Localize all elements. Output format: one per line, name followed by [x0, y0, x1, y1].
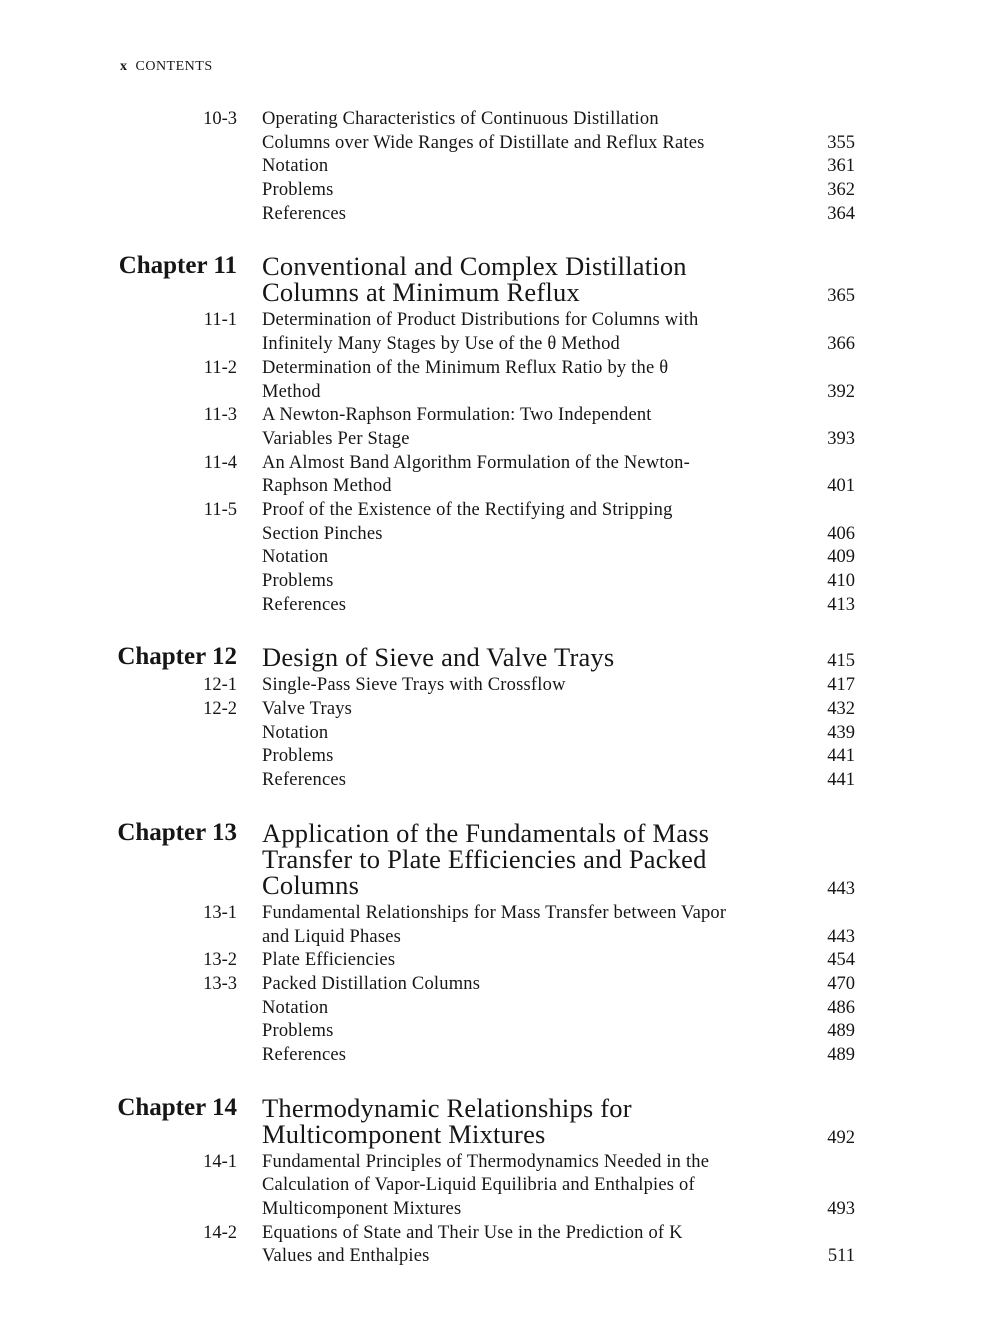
- section-number: 10-3: [203, 109, 237, 129]
- toc-entry-line: [0, 132, 1000, 156]
- section-title: Infinitely Many Stages by Use of the θ Method: [262, 334, 620, 355]
- toc-entry: [0, 594, 1000, 618]
- toc-entry: [0, 745, 1000, 769]
- page-number: 409: [827, 547, 855, 568]
- toc-entry-line: [0, 428, 1000, 452]
- chapter-title-line: [0, 817, 1000, 848]
- section-title: A Newton-Raphson Formulation: Two Independent: [262, 405, 652, 426]
- page-number: 364: [827, 203, 855, 224]
- section-number: 12-2: [203, 699, 237, 720]
- toc-entry: [0, 997, 1000, 1021]
- page-number: 361: [827, 156, 855, 177]
- toc-entry-line: [0, 997, 1000, 1021]
- section-title: Problems: [262, 180, 334, 201]
- chapter-title: Conventional and Complex Distillation: [262, 251, 687, 282]
- section-title: Raphson Method: [262, 476, 392, 497]
- section-number: 11-2: [203, 357, 237, 378]
- toc-entry: [0, 404, 1000, 451]
- toc-entry: [0, 108, 1000, 155]
- chapter-heading: [0, 251, 1000, 308]
- toc-entry: [0, 698, 1000, 722]
- toc-entry-line: [0, 203, 1000, 227]
- chapter-title: Columns: [262, 869, 360, 900]
- toc-entry-line: [0, 404, 1000, 428]
- toc-entry-line: [0, 155, 1000, 179]
- toc-entry: [0, 452, 1000, 499]
- page-number: 486: [827, 997, 855, 1018]
- chapter-label: Chapter 14: [117, 1093, 237, 1121]
- section-number: 11-4: [203, 452, 237, 473]
- toc-entry-line: [0, 179, 1000, 203]
- toc-block: [0, 108, 1000, 226]
- toc-entry: [0, 973, 1000, 997]
- section-title: Calculation of Vapor-Liquid Equilibria and Enthalpies of: [262, 1175, 695, 1196]
- section-number: 13-1: [203, 902, 237, 923]
- page-number: 493: [827, 1199, 855, 1219]
- chapter-title: Application of the Fundamentals of Mass: [262, 817, 710, 848]
- toc-entry: [0, 1020, 1000, 1044]
- toc-entry: [0, 499, 1000, 546]
- section-title: Notation: [262, 722, 329, 743]
- toc-entry-line: [0, 570, 1000, 594]
- toc-entry: [0, 546, 1000, 570]
- toc-entry-line: [0, 333, 1000, 357]
- toc-entry-line: [0, 722, 1000, 746]
- toc-entry-line: [0, 546, 1000, 570]
- section-number: 13-3: [203, 973, 237, 994]
- section-number: 14-2: [203, 1222, 237, 1243]
- toc-entry-line: [0, 475, 1000, 499]
- toc-entry-line: [0, 1174, 1000, 1198]
- toc-entry-line: [0, 926, 1000, 950]
- chapter-label: Chapter 12: [117, 643, 237, 671]
- toc-entry-line: [0, 523, 1000, 547]
- chapter-heading: [0, 642, 1000, 673]
- chapter-heading: [0, 1092, 1000, 1149]
- chapter-title: Thermodynamic Relationships for: [262, 1092, 632, 1123]
- toc-entry-line: [0, 745, 1000, 769]
- page-number: 362: [827, 180, 855, 201]
- chapter-title-line: [0, 843, 1000, 874]
- page-number: 489: [827, 1021, 855, 1042]
- section-title: Plate Efficiencies: [262, 950, 396, 971]
- toc-entry-line: [0, 674, 1000, 698]
- chapter-title-line: [0, 277, 1000, 308]
- page-number: 443: [827, 926, 855, 947]
- section-title: Single-Pass Sieve Trays with Crossflow: [262, 675, 566, 696]
- toc-entry: [0, 1151, 1000, 1222]
- toc-entry: [0, 309, 1000, 356]
- toc-entry-line: [0, 499, 1000, 523]
- toc-entry: [0, 769, 1000, 793]
- toc-block: [0, 1092, 1000, 1269]
- chapter-page-number: 443: [827, 878, 855, 899]
- toc-entry-line: [0, 902, 1000, 926]
- page-number: 432: [827, 699, 855, 720]
- chapter-label: Chapter 11: [118, 252, 237, 280]
- chapter-label: Chapter 13: [117, 818, 237, 846]
- page-number: 393: [827, 428, 855, 449]
- section-title: Multicomponent Mixtures: [262, 1199, 462, 1219]
- page-number: 441: [827, 770, 855, 791]
- section-title: References: [262, 594, 347, 615]
- section-title: Equations of State and Their Use in the Prediction of K: [262, 1222, 683, 1243]
- toc-entry: [0, 902, 1000, 949]
- chapter-title-line: [0, 642, 1000, 673]
- toc-block: [0, 817, 1000, 1068]
- toc-block: [0, 253, 1000, 617]
- chapter-page-number: 365: [827, 286, 855, 307]
- section-title: Notation: [262, 997, 329, 1018]
- chapter-heading: [0, 817, 1000, 900]
- toc-entry-line: [0, 381, 1000, 405]
- page-number: 392: [827, 381, 855, 402]
- chapter-title: Multicomponent Mixtures: [262, 1118, 546, 1149]
- toc-block: [0, 644, 1000, 792]
- chapter-title-line: [0, 251, 1000, 282]
- page-number: 470: [827, 973, 855, 994]
- page-number: 410: [827, 571, 855, 591]
- section-number: 14-1: [203, 1151, 237, 1172]
- page-number: 366: [827, 334, 855, 355]
- toc-entry-line: [0, 309, 1000, 333]
- section-title: Notation: [262, 156, 329, 177]
- section-title: Fundamental Principles of Thermodynamics Needed in the: [262, 1151, 710, 1172]
- section-title: Proof of the Existence of the Rectifying and Stripping: [262, 499, 673, 520]
- toc-entry-line: [0, 769, 1000, 793]
- toc-entry-line: [0, 108, 1000, 132]
- page-number: 439: [827, 722, 855, 743]
- section-title: Variables Per Stage: [262, 428, 410, 449]
- toc-entry: [0, 674, 1000, 698]
- toc-entry: [0, 1222, 1000, 1269]
- toc-entry: [0, 179, 1000, 203]
- chapter-title-line: [0, 869, 1000, 900]
- toc-entry-line: [0, 698, 1000, 722]
- section-number: 11-1: [203, 310, 237, 331]
- chapter-title: Design of Sieve and Valve Trays: [262, 642, 615, 673]
- page-number: 413: [827, 594, 855, 615]
- section-title: and Liquid Phases: [262, 926, 402, 947]
- toc-entry-line: [0, 1245, 1000, 1269]
- section-title: Section Pinches: [262, 523, 383, 544]
- toc-entry: [0, 722, 1000, 746]
- section-title: Determination of Product Distributions for Columns with: [262, 310, 699, 331]
- chapter-page-number: 415: [827, 651, 855, 672]
- section-title: Notation: [262, 547, 329, 568]
- section-title: Problems: [262, 571, 334, 591]
- page-numeral: x: [120, 59, 128, 74]
- chapter-title: Columns at Minimum Reflux: [262, 277, 580, 308]
- toc-entry: [0, 357, 1000, 404]
- section-number: 11-5: [203, 499, 237, 520]
- toc-entry: [0, 203, 1000, 227]
- toc-entry-line: [0, 973, 1000, 997]
- section-title: References: [262, 770, 347, 791]
- section-title: References: [262, 203, 347, 224]
- page-number: 489: [827, 1044, 855, 1065]
- chapter-title-line: [0, 1118, 1000, 1149]
- page-number: 454: [827, 950, 855, 971]
- toc-entry-line: [0, 452, 1000, 476]
- chapter-page-number: 492: [827, 1127, 855, 1148]
- section-title: Method: [262, 381, 321, 402]
- toc-entry: [0, 570, 1000, 594]
- chapter-title-line: [0, 1092, 1000, 1123]
- section-number: 13-2: [203, 950, 237, 971]
- toc-entry-line: [0, 594, 1000, 618]
- section-title: Fundamental Relationships for Mass Transfer between Vapor: [262, 902, 727, 923]
- toc-entry-line: [0, 1044, 1000, 1068]
- toc-entry: [0, 1044, 1000, 1068]
- toc-entry-line: [0, 1222, 1000, 1246]
- section-number: 11-3: [203, 405, 237, 426]
- section-title: Values and Enthalpies: [262, 1246, 430, 1267]
- section-title: Problems: [262, 1021, 334, 1042]
- page-number: 406: [827, 523, 855, 544]
- section-title: Problems: [262, 746, 334, 767]
- chapter-title: Transfer to Plate Efficiencies and Packed: [262, 843, 707, 874]
- section-number: 12-1: [203, 675, 237, 696]
- section-title: References: [262, 1044, 347, 1065]
- table-of-contents: [0, 108, 1000, 1269]
- page-number: 511: [827, 1246, 855, 1267]
- page-number: 441: [827, 746, 855, 767]
- page-number: 417: [827, 675, 855, 696]
- toc-entry-line: [0, 1151, 1000, 1175]
- toc-entry-line: [0, 949, 1000, 973]
- toc-entry-line: [0, 357, 1000, 381]
- header-title: CONTENTS: [135, 59, 213, 74]
- section-title: Packed Distillation Columns: [262, 973, 481, 994]
- toc-entry-line: [0, 1020, 1000, 1044]
- page-number: 401: [827, 476, 855, 497]
- section-title: Operating Characteristics of Continuous Distillation: [262, 109, 659, 129]
- section-title: Columns over Wide Ranges of Distillate and Reflux Rates: [262, 132, 705, 153]
- section-title: An Almost Band Algorithm Formulation of the Newton-: [262, 452, 690, 473]
- toc-entry-line: [0, 1198, 1000, 1222]
- section-title: Valve Trays: [262, 699, 353, 720]
- running-header: [120, 59, 213, 75]
- page-number: 355: [827, 132, 855, 153]
- section-title: Determination of the Minimum Reflux Ratio by the θ: [262, 357, 669, 378]
- toc-entry: [0, 155, 1000, 179]
- toc-entry: [0, 949, 1000, 973]
